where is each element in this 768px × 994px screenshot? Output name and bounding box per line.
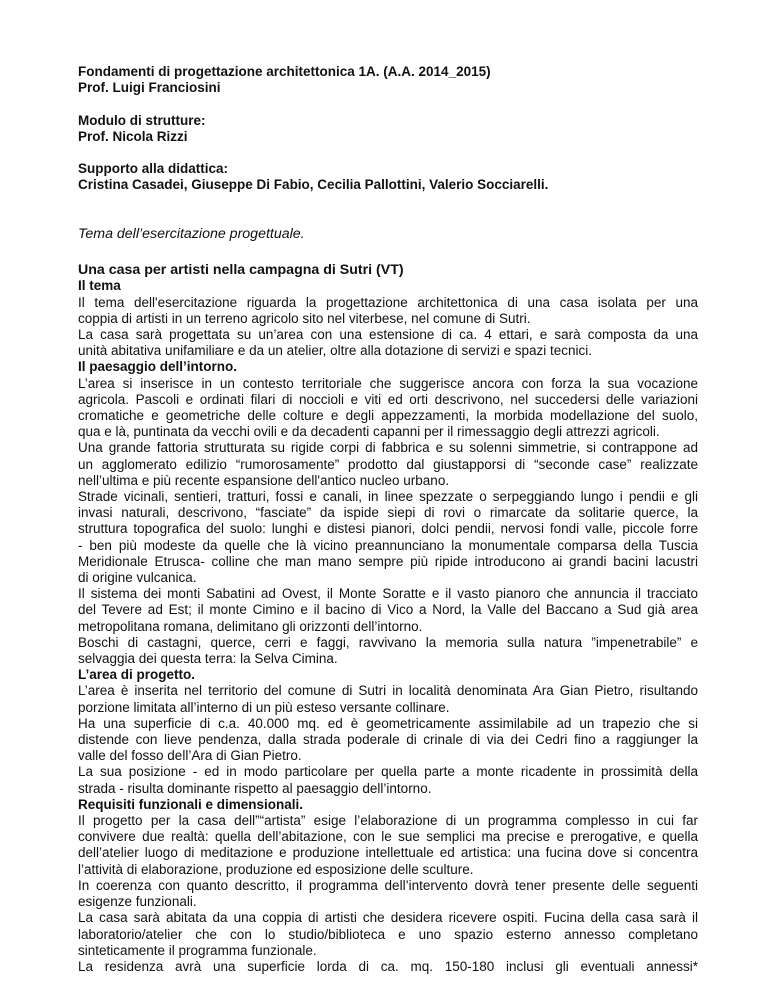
spacer	[78, 242, 698, 262]
spacer	[78, 210, 698, 226]
text-line: La sua posizione - ed in modo particolare per quella parte a monte ricadente in prossimità della	[78, 764, 698, 780]
text-line: Strade vicinali, sentieri, tratturi, fossi e canali, in linee spezzate o serpeggiando lungo i pendii e gli	[78, 489, 698, 505]
text-line: cromatiche e geometriche delle colture e degli appezzamenti, la morbida modellazione del suolo,	[78, 408, 698, 423]
text-line: un agglomerato edilizio “rumorosamente” prodotto dal giustapporsi di “seconde case” realizzate	[78, 456, 698, 472]
text-line: laboratorio/atelier che con lo studio/biblioteca e uno spazio esterno annesso completano	[78, 926, 698, 942]
text-line: sinteticamente il programma funzionale.	[78, 942, 317, 958]
text-line: Il tema dell'esercitazione riguarda la progettazione architettonica di una casa isolata per una	[78, 294, 698, 310]
text-line: La casa sarà progettata su un’area con una estensione di ca. 4 ettari, e sarà composta da una	[78, 326, 698, 342]
theme-heading: Tema dell’esercitazione progettuale.	[78, 225, 305, 242]
section-heading: Il paesaggio dell’intorno.	[78, 359, 238, 375]
section-heading: L’area di progetto.	[78, 667, 196, 683]
text-line: del Tevere ad Est; il monte Cimino e il bacino di Vico a Nord, la Valle del Baccano a Sud già area	[78, 602, 698, 618]
text-line: L’area è inserita nel territorio del comune di Sutri in località denominata Ara Gian Pietro, risultando	[78, 683, 698, 699]
support-people: Cristina Casadei, Giuseppe Di Fabio, Cecilia Pallottini, Valerio Socciarelli.	[78, 177, 549, 193]
text-line: esigenze funzionali.	[78, 894, 197, 910]
text-line: convivere due realtà: quella dell’abitazione, con le sue semplici ma precise e prerogative, e quella	[78, 829, 698, 845]
text-line: Una grande fattoria strutturata su rigide corpi di fabbrica e su solenni simmetrie, si contrappone ad	[78, 440, 698, 456]
spacer	[78, 194, 698, 210]
module-label: Modulo di strutture:	[78, 112, 206, 128]
text-line: agricola. Pascoli e ordinati filari di noccioli e viti ed orti descrivono, nel succedersi delle variazioni	[78, 391, 698, 407]
spacer	[78, 96, 698, 112]
text-line: coppia di artisti in un terreno agricolo sito nel viterbese, nel comune di Sutri.	[78, 310, 531, 326]
text-line: strada - risulta dominante rispetto al paesaggio dell’intorno.	[78, 780, 432, 796]
text-line: nell’ultima e più recente espansione dell'antico nucleo urbano.	[78, 472, 450, 488]
text-line: Ha una superficie di c.a. 40.000 mq. ed è geometricamente assimilabile ad un trapezio che si	[78, 715, 698, 731]
text-line: porzione limitata all’interno di un più esteso versante collinare.	[78, 699, 450, 715]
text-line: metropolitana romana, delimitano gli orizzonti dell’intorno.	[78, 618, 423, 634]
text-line: Meridionale Etrusca- colline che man mano sempre più ripide introducono ai grandi bacini lacustri	[78, 553, 698, 569]
text-line: unità abitativa unifamiliare e da un atelier, oltre alla dotazione di servizi e spazi tecnici.	[78, 343, 593, 359]
text-line: l’attività di elaborazione, produzione ed esposizione delle sculture.	[78, 861, 474, 877]
text-line: dell’atelier luogo di meditazione e produzione intellettuale ed artistica: una fucina dove si concentra	[78, 845, 698, 861]
text-line: La residenza avrà una superficie lorda di ca. mq. 150-180 inclusi gli eventuali annessi*	[78, 958, 698, 974]
document-title: Una casa per artisti nella campagna di Sutri (VT)	[78, 262, 404, 279]
text-line: struttura topografica del suolo: lunghi e distesi pianori, dolci pendii, nervosi fondi valle, piccole forre	[78, 521, 698, 537]
support-label: Supporto alla didattica:	[78, 161, 229, 177]
section-heading: Requisiti funzionali e dimensionali.	[78, 796, 304, 812]
text-line: Il progetto per la casa dell”“artista” esige l’elaborazione di un programma complesso in cui far	[78, 813, 698, 829]
text-line: - ben più modeste da quelle che là vicino preannunciano la monumentale comparsa della Tuscia	[78, 537, 698, 553]
text-line: Boschi di castagni, querce, cerri e faggi, ravvivano la memoria sulla natura ”impenetrabile” e	[78, 634, 698, 650]
text-line: di origine vulcanica.	[78, 570, 197, 586]
text-line: distende con lieve pendenza, dalla strada poderale di crinale di via dei Cedri fino a raggiunger la	[78, 732, 698, 748]
course-title: Fondamenti di progettazione architettonica 1A. (A.A. 2014_2015)	[78, 64, 491, 79]
text-line: Il sistema dei monti Sabatini ad Ovest, il Monte Soratte e il vasto pianoro che annuncia il tracciato	[78, 586, 698, 602]
text-line: invasi naturali, descrivono, “fasciate” da ispide siepi di rovi o rimarcate da solitarie querce, la	[78, 505, 698, 521]
module-professor: Prof. Nicola Rizzi	[78, 128, 188, 144]
text-line: In coerenza con quanto descritto, il programma dell’intervento dovrà tener presente delle seguenti	[78, 877, 698, 893]
text-line: La casa sarà abitata da una coppia di artisti che desidera ricevere ospiti. Fucina della casa sarà il	[78, 910, 698, 926]
professor-name: Prof. Luigi Franciosini	[78, 80, 221, 96]
text-line: selvaggia dei questa terra: la Selva Cimina.	[78, 651, 338, 667]
section-heading: Il tema	[78, 278, 121, 294]
text-line: qua e là, puntinata da vecchi ovili e da decadenti capanni per il rimessaggio degli attrezzi agricoli.	[78, 424, 660, 440]
document-page	[78, 64, 698, 975]
spacer	[78, 145, 698, 161]
body-text	[78, 278, 698, 975]
text-line: valle del fosso dell’Ara di Gian Pietro.	[78, 748, 302, 764]
text-line: L’area si inserisce in un contesto territoriale che suggerisce ancora con forza la sua vocazione	[78, 375, 698, 391]
